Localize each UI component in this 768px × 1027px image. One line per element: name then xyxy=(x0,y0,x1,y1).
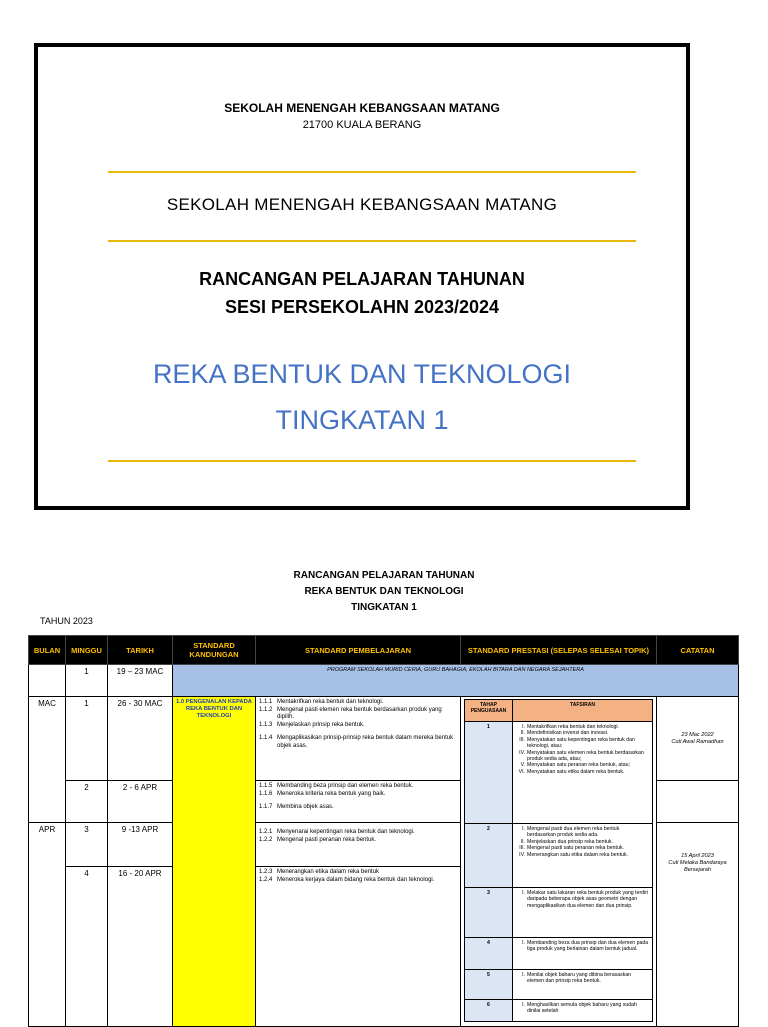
col-header-catatan: CATATAN xyxy=(657,636,739,665)
cell-minggu: 4 xyxy=(66,867,108,1027)
tp-level: 1 xyxy=(465,722,513,824)
col-header-standard-prestasi: STANDARD PRESTASI (SELEPAS SELESAI TOPIK) xyxy=(461,636,657,665)
catatan-text: Cuti Melaka Bandaraya Bersejarah xyxy=(668,860,727,873)
cover-subject xyxy=(38,351,686,443)
tp-header-level: TAHAP PENGUASAAN xyxy=(465,700,513,722)
table-header-row xyxy=(29,636,739,665)
cell-tarikh: 19 – 23 MAC xyxy=(108,665,173,697)
subject-line-2: TINGKATAN 1 xyxy=(275,405,449,435)
tp-desc: I. Menghasilkan semula objek baharu yang sudah dinilai setelah xyxy=(513,1000,653,1022)
cell-minggu: 1 xyxy=(66,697,108,781)
cell-bulan xyxy=(29,665,66,697)
sp-item: 1.1.7 Membina objek asas. xyxy=(259,804,334,810)
cell-minggu: 2 xyxy=(66,781,108,823)
cell-catatan xyxy=(657,697,739,781)
cell-minggu: 1 xyxy=(66,665,108,697)
cell-catatan xyxy=(657,823,739,1027)
cell-bulan-mac: MAC xyxy=(29,697,66,823)
sp-item: 1.2.4 Meneroka kerjaya dalam bidang reka bentuk dan teknologi. xyxy=(259,876,435,883)
doc-title-2: REKA BENTUK DAN TEKNOLOGI xyxy=(304,586,464,597)
sp-item: 1.1.6 Meneroka kriteria reka bentuk yang baik. xyxy=(259,790,386,797)
tp-desc: I. Mentakrifkan reka bentuk dan teknologi. II. Mendefinisikan invensi dan inovasi. III. Menyatakan satu kepentingan reka bentuk dan teknologi, atau; IV. Menyatakan satu elemen reka bentuk berdasarkan produk sedia ada, atau; V. Menyatakan satu peranan reka bentuk, atau; VI. Menyatakan satu etika dalam reka bentuk. xyxy=(513,722,653,824)
sp-item: 1.1.5 Membanding beza prinsip dan elemen reka bentuk. xyxy=(259,783,414,789)
tp-desc: I. Membanding beza dua prinsip dan dua elemen pada tiga produk yang berlainan dalam bentuk jadual. xyxy=(513,938,653,970)
cell-tarikh: 9 -13 APR xyxy=(108,823,173,867)
cell-catatan xyxy=(657,781,739,823)
tp-level: 5 xyxy=(465,970,513,1000)
col-header-standard-kandungan: STANDARD KANDUNGAN xyxy=(173,636,256,665)
col-header-standard-pembelajaran: STANDARD PEMBELAJARAN xyxy=(256,636,461,665)
tp-level: 4 xyxy=(465,938,513,970)
cover-school-name: SEKOLAH MENENGAH KEBANGSAAN MATANG xyxy=(224,101,500,115)
tp-level: 2 xyxy=(465,824,513,888)
cell-tarikh: 26 - 30 MAC xyxy=(108,697,173,781)
cover-plan-title xyxy=(38,265,686,321)
tp-desc: I. Melakar satu lakaran reka bentuk produk yang terdiri daripada beberapa objek asas geometri dengan mengaplikasikan dua elemen dan dua prinsip. xyxy=(513,888,653,938)
year-label: TAHUN 2023 xyxy=(40,616,93,626)
cell-standard-pembelajaran xyxy=(256,781,461,823)
program-banner: PROGRAM SEKOLAH MURID CERIA, GURU BAHAGIA, EKOLAH BITARA DAN NEGARA SEJAHTERA xyxy=(173,665,739,697)
sp-item: 1.1.3 Menjelaskan prinsip reka bentuk. xyxy=(259,721,365,728)
cell-bulan-apr: APR xyxy=(29,823,66,1027)
cover-school-name-large: SEKOLAH MENENGAH KEBANGSAAN MATANG xyxy=(166,195,558,214)
sp-item: 1.1.4 Mengaplikasikan prinsip-prinsip reka bentuk dalam mereka bentuk objek asas. xyxy=(259,735,454,749)
divider-line xyxy=(108,171,636,173)
tp-header-desc: TAFSIRAN xyxy=(513,700,653,722)
col-header-minggu: MINGGU xyxy=(66,636,108,665)
catatan-date: 15 April 2023 xyxy=(681,853,714,859)
cell-tarikh: 2 - 6 APR xyxy=(108,781,173,823)
cell-standard-pembelajaran xyxy=(256,867,461,1027)
cell-standard-kandungan xyxy=(173,697,256,1027)
tp-desc: I. Menilai objek baharu yang dibina berasaskan elemen dan prinsip reka bentuk. xyxy=(513,970,653,1000)
sp-item: 1.1.2 Mengenal pasti elemen reka bentuk berdasarkan produk yang dipilih. xyxy=(259,706,442,720)
tp-level: 6 xyxy=(465,1000,513,1022)
doc-title-3: TINGKATAN 1 xyxy=(351,602,417,613)
plan-table xyxy=(28,635,739,1027)
col-header-bulan: BULAN xyxy=(29,636,66,665)
divider-line xyxy=(108,460,636,462)
cell-standard-pembelajaran xyxy=(256,697,461,781)
divider-line xyxy=(108,240,636,242)
catatan-text: Cuti Awal Ramadhan xyxy=(671,738,724,745)
col-header-tarikh: TARIKH xyxy=(108,636,173,665)
table-row-program xyxy=(29,665,739,697)
subject-line-1: REKA BENTUK DAN TEKNOLOGI xyxy=(152,359,572,389)
sp-item: 1.2.2 Mengenal pasti peranan reka bentuk. xyxy=(259,836,377,843)
plan-line-2: SESI PERSEKOLAHN 2023/2024 xyxy=(224,297,500,317)
sp-item: 1.2.1 Menyenarai kepentingan reka bentuk dan teknologi. xyxy=(259,829,415,835)
doc-title-1: RANCANGAN PELAJARAN TAHUNAN xyxy=(293,570,475,581)
cell-minggu: 3 xyxy=(66,823,108,867)
cell-standard-prestasi xyxy=(461,697,657,1027)
catatan-date: 23 Mac 2022 xyxy=(681,731,714,738)
sp-item: 1.2.3 Menerangkan etika dalam reka bentuk xyxy=(259,869,380,875)
cell-tarikh: 16 - 20 APR xyxy=(108,867,173,1027)
cell-standard-pembelajaran xyxy=(256,823,461,867)
tp-level: 3 xyxy=(465,888,513,938)
sp-item: 1.1.1 Mentakrifkan reka bentuk dan teknologi. xyxy=(259,699,384,705)
cover-page xyxy=(34,43,690,510)
tahap-penguasaan-table xyxy=(464,699,653,1022)
plan-line-1: RANCANGAN PELAJARAN TAHUNAN xyxy=(199,269,525,289)
tp-desc: I. Mengenal pasti dua elemen reka bentuk berdasarkan produk sedia ada. II. Menjelaskan dua prinsip reka bentuk. III. Mengenal pasti satu peranan reka bentuk. IV. Menerangkan satu etika dalam reka bentuk. xyxy=(513,824,653,888)
cover-address: 21700 KUALA BERANG xyxy=(302,119,422,131)
table-row xyxy=(29,697,739,781)
standard-kandungan-title: 1.0 PENGENALAN KEPADA REKA BENTUK DAN TEKNOLOGI xyxy=(176,699,252,719)
